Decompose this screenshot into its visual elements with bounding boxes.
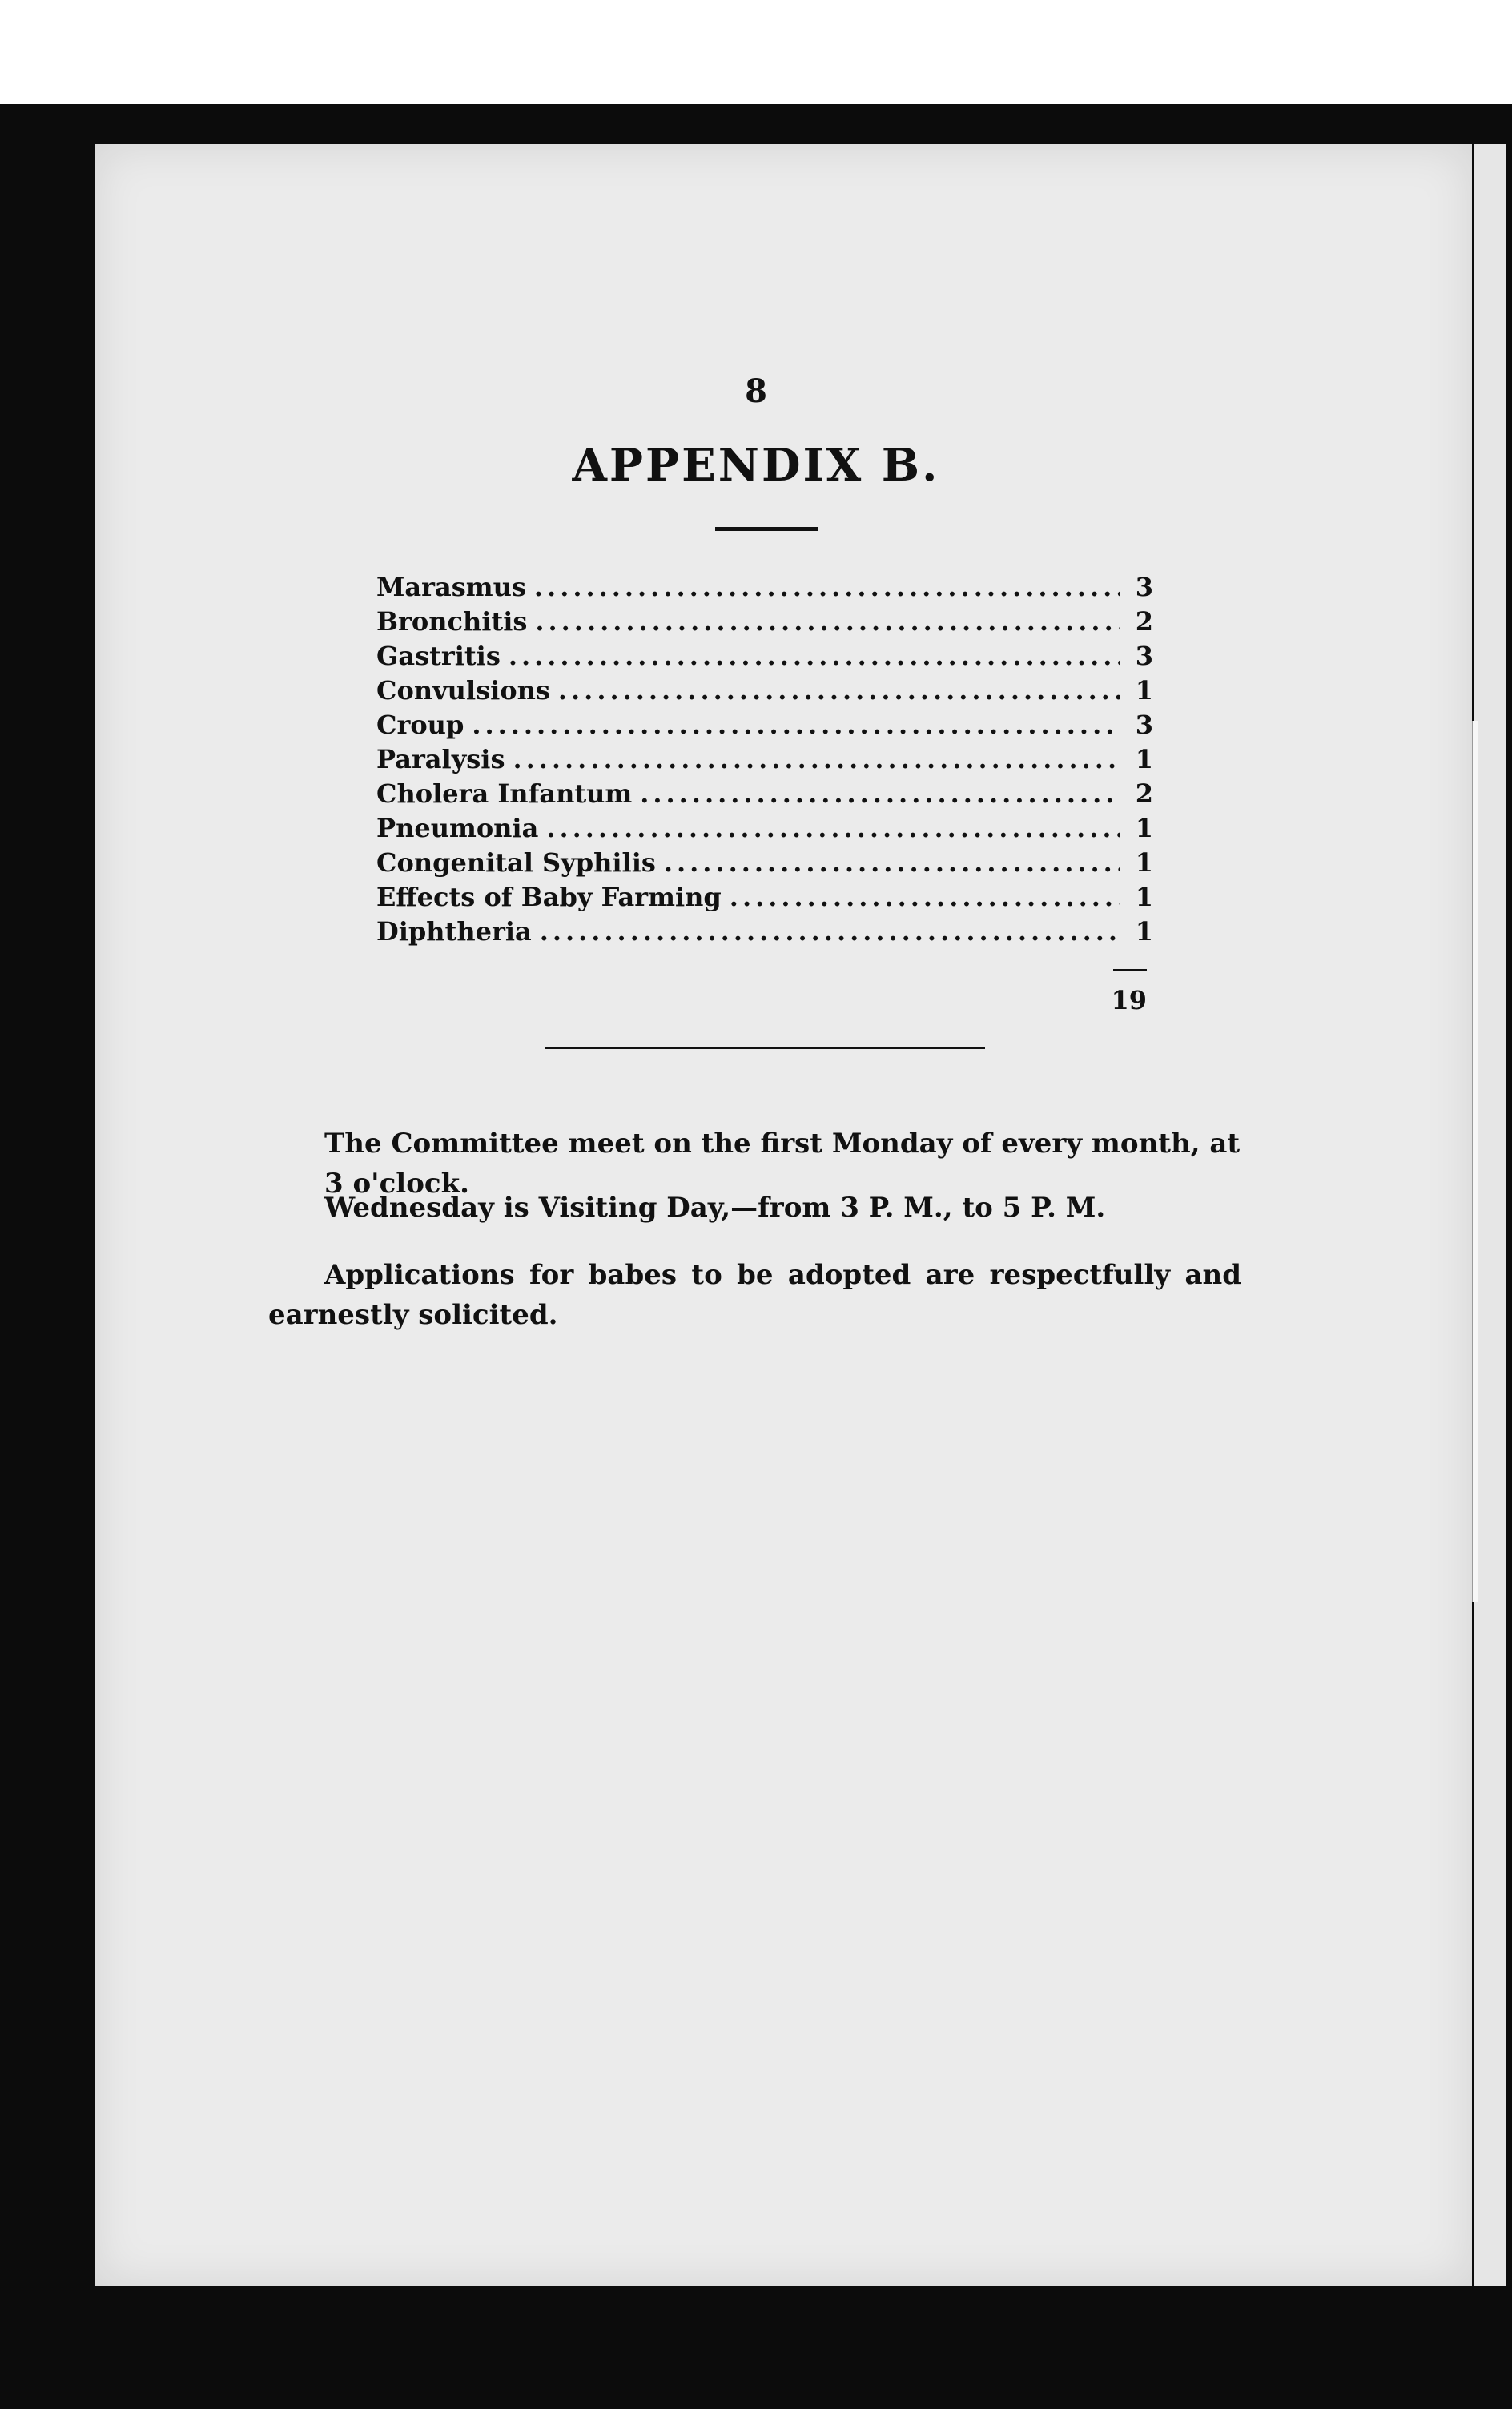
- cause-name: Gastritis: [376, 641, 501, 671]
- dot-leader: [540, 915, 1120, 949]
- dot-leader: [640, 777, 1120, 811]
- list-item: [376, 915, 1153, 949]
- cause-name: Pneumonia: [376, 813, 539, 843]
- cause-name: Convulsions: [376, 675, 550, 706]
- cause-count: 3: [1135, 572, 1153, 602]
- cause-count: 1: [1135, 675, 1153, 706]
- cause-count: 3: [1135, 710, 1153, 740]
- dot-leader: [730, 880, 1120, 915]
- cause-count: 2: [1135, 606, 1153, 637]
- dot-leader: [546, 811, 1120, 846]
- cause-name: Croup: [376, 710, 464, 740]
- title-rule: [715, 527, 818, 531]
- scan-margin: [0, 0, 1512, 104]
- cause-name: Effects of Baby Farming: [376, 882, 722, 912]
- cause-list: [376, 570, 1153, 949]
- cause-name: Marasmus: [376, 572, 526, 602]
- binding-thread: [1472, 721, 1478, 1602]
- dot-leader: [535, 605, 1120, 639]
- cause-count: 1: [1135, 813, 1153, 843]
- cause-count: 1: [1135, 744, 1153, 774]
- cause-count: 3: [1135, 641, 1153, 671]
- list-item: [376, 639, 1153, 674]
- total-rule: [1113, 969, 1147, 971]
- list-item: [376, 570, 1153, 605]
- list-item: [376, 777, 1153, 811]
- visiting-day-notice: Wednesday is Visiting Day,—from 3 P. M., to 5 P. M.: [324, 1192, 1106, 1224]
- list-item: [376, 880, 1153, 915]
- page-number: 8: [745, 372, 767, 410]
- list-item: [376, 605, 1153, 639]
- cause-count: 1: [1135, 916, 1153, 947]
- cause-name: Cholera Infantum: [376, 778, 633, 809]
- list-item: [376, 846, 1153, 880]
- adoption-notice: Applications for babes to be adopted are respectfully and earnestly solicited.: [268, 1259, 1241, 1331]
- list-item: [376, 674, 1153, 708]
- dot-leader: [509, 639, 1120, 674]
- dot-leader: [664, 846, 1120, 880]
- cause-count: 1: [1135, 882, 1153, 912]
- cause-name: Paralysis: [376, 744, 505, 774]
- cause-name: Diphtheria: [376, 916, 532, 947]
- appendix-title: APPENDIX B.: [572, 439, 940, 492]
- cause-name: Bronchitis: [376, 606, 528, 637]
- section-divider: [545, 1047, 985, 1049]
- dot-leader: [472, 708, 1120, 742]
- committee-notice: The Committee meet on the first Monday of every month, at 3 o'clock.: [324, 1128, 1241, 1200]
- dot-leader: [558, 674, 1120, 708]
- list-item: [376, 708, 1153, 742]
- dot-leader: [534, 570, 1120, 605]
- cause-name: Congenital Syphilis: [376, 847, 656, 878]
- dot-leader: [513, 742, 1120, 777]
- list-item: [376, 811, 1153, 846]
- total-value: 19: [1111, 985, 1147, 1015]
- list-item: [376, 742, 1153, 777]
- cause-count: 1: [1135, 847, 1153, 878]
- cause-count: 2: [1135, 778, 1153, 809]
